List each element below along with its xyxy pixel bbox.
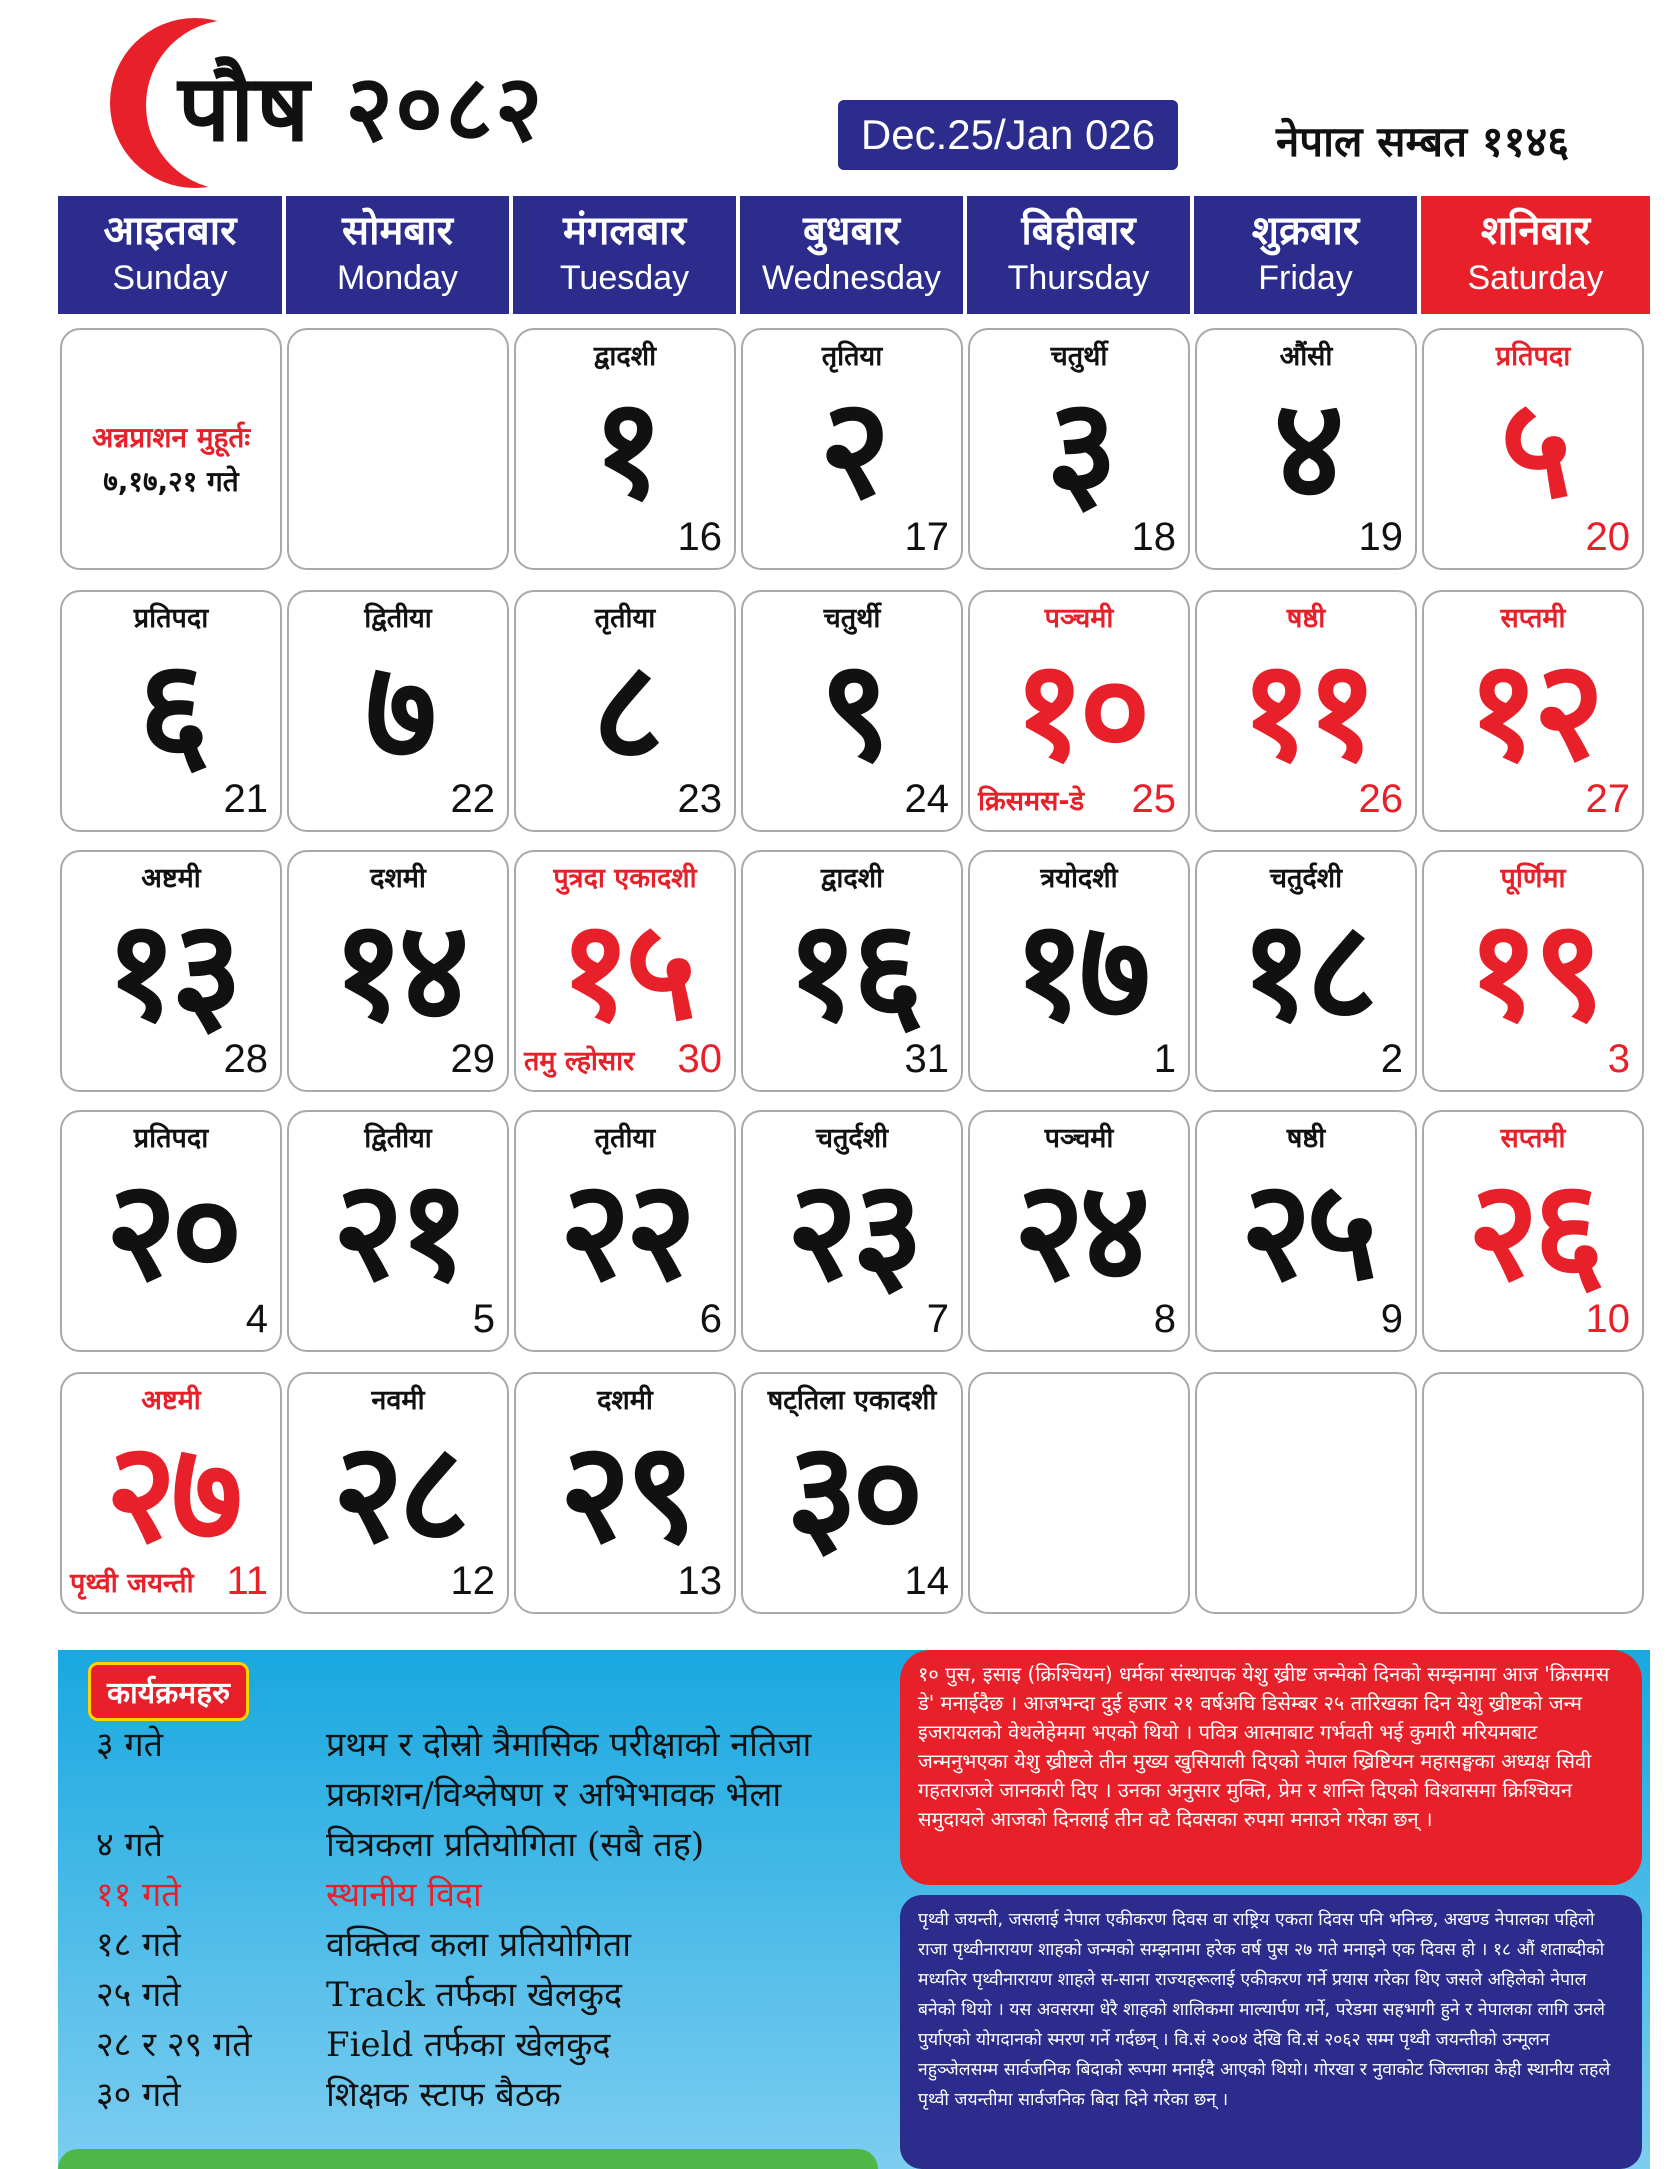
program-text: चित्रकला प्रतियोगिता (सबै तह)	[326, 1825, 705, 1865]
tithi-label: चतुर्थी	[1050, 341, 1108, 372]
bs-date: ७	[365, 630, 431, 791]
ad-date: 31	[904, 1037, 949, 1081]
bs-date: १५	[559, 890, 691, 1051]
weekday-friday	[1194, 196, 1421, 314]
day-cell[interactable]	[514, 1110, 736, 1352]
bs-date: १७	[1013, 890, 1145, 1051]
bs-date: २	[819, 368, 885, 529]
bs-date: १	[592, 368, 658, 529]
program-day: ४ गते	[96, 1825, 164, 1865]
ad-date: 19	[1358, 515, 1403, 559]
day-cell[interactable]	[968, 328, 1190, 570]
weekday-en: Sunday	[112, 259, 228, 297]
annaprashan-title: अन्नप्राशन मुहूर्तः	[91, 421, 251, 454]
tithi-label: चतुर्थी	[823, 603, 881, 634]
info-section	[58, 1650, 1650, 2169]
tithi-label: द्वितीया	[364, 1123, 432, 1154]
ad-date: 22	[450, 777, 495, 821]
bs-date: ४	[1273, 368, 1339, 529]
tithi-label: सप्तमी	[1500, 1123, 1566, 1154]
tithi-label: चतुर्दशी	[815, 1123, 889, 1154]
weekday-monday	[286, 196, 513, 314]
program-text: स्थानीय विदा	[326, 1875, 482, 1915]
day-cell[interactable]	[60, 850, 282, 1092]
bs-date: ९	[819, 630, 885, 791]
bs-date: १३	[105, 890, 237, 1051]
ad-date: 29	[450, 1037, 495, 1081]
ad-date: 7	[926, 1297, 949, 1341]
program-day: ११ गते	[96, 1875, 181, 1915]
weekday-np: सोमबार	[342, 208, 453, 254]
day-cell[interactable]	[287, 1110, 509, 1352]
tithi-label: षष्ठी	[1286, 603, 1326, 634]
programs-badge: कार्यक्रमहरु	[88, 1662, 249, 1721]
tithi-label: चतुर्दशी	[1269, 863, 1343, 894]
day-cell[interactable]	[287, 590, 509, 832]
program-item-holiday	[96, 1870, 976, 1920]
bs-date: १०	[1013, 630, 1145, 791]
ad-date: 17	[904, 515, 949, 559]
tithi-label: षट्तिला एकादशी	[767, 1385, 937, 1416]
day-cell-holiday[interactable]	[1422, 850, 1644, 1092]
day-cell-holiday[interactable]	[514, 850, 736, 1092]
ad-date: 3	[1607, 1037, 1630, 1081]
program-item	[96, 1770, 976, 1820]
program-text: प्रथम र दोस्रो त्रैमासिक परीक्षाको नतिजा	[326, 1725, 812, 1765]
event-label: पृथ्वी जयन्ती	[70, 1568, 194, 1599]
tithi-label: पूर्णिमा	[1500, 863, 1566, 894]
tithi-label: अष्टमी	[141, 863, 201, 894]
program-day: २८ र २९ गते	[96, 2025, 252, 2065]
bs-date: १४	[332, 890, 464, 1051]
tithi-label: पुत्रदा एकादशी	[553, 863, 697, 894]
tithi-label: प्रतिपदा	[1495, 341, 1571, 372]
weekday-tuesday	[513, 196, 740, 314]
bs-date: २६	[1467, 1150, 1599, 1311]
tithi-label: नवमी	[371, 1385, 425, 1416]
ad-date: 21	[223, 777, 268, 821]
ad-date: 26	[1358, 777, 1403, 821]
day-cell[interactable]	[60, 590, 282, 832]
bs-date: ६	[138, 630, 204, 791]
tithi-label: तृतीया	[594, 1123, 656, 1154]
weekday-np: बुधबार	[803, 208, 900, 254]
tithi-label: द्वादशी	[593, 341, 657, 372]
weekday-en: Wednesday	[762, 259, 941, 297]
weekday-en: Friday	[1258, 259, 1353, 297]
program-day: ३ गते	[96, 1725, 164, 1765]
day-cell-empty	[1422, 1372, 1644, 1614]
program-day: १८ गते	[96, 1925, 181, 1965]
ad-date: 8	[1153, 1297, 1176, 1341]
weekday-np: बिहीबार	[1021, 208, 1136, 254]
weekday-en: Monday	[337, 259, 458, 297]
bs-date: २३	[786, 1150, 918, 1311]
ad-date: 11	[226, 1559, 268, 1603]
tithi-label: अष्टमी	[141, 1385, 201, 1416]
bs-date: २९	[559, 1412, 691, 1573]
day-cell[interactable]	[514, 328, 736, 570]
bs-date: ३०	[786, 1412, 918, 1573]
bs-date: २२	[559, 1150, 691, 1311]
day-cell[interactable]	[741, 590, 963, 832]
bs-date: २७	[105, 1412, 237, 1573]
ad-date: 16	[677, 515, 722, 559]
bs-date: ८	[592, 630, 658, 791]
day-cell[interactable]	[968, 850, 1190, 1092]
day-cell-note	[60, 328, 282, 570]
ad-date: 23	[677, 777, 722, 821]
bs-date: २४	[1013, 1150, 1145, 1311]
event-label: क्रिसमस-डे	[978, 786, 1085, 817]
gregorian-month-badge: Dec.25/Jan 026	[838, 100, 1178, 170]
bs-date: १८	[1240, 890, 1372, 1051]
tithi-label: औंसी	[1279, 341, 1333, 372]
tithi-label: त्रयोदशी	[1040, 863, 1118, 894]
month-title: पौष २०८२	[178, 54, 545, 162]
weekday-np: शनिबार	[1480, 208, 1591, 254]
day-cell[interactable]	[287, 1372, 509, 1614]
bs-date: १६	[786, 890, 918, 1051]
nepal-sambat-year: नेपाल सम्बत ११४६	[1276, 117, 1570, 166]
weekday-sunday	[58, 196, 286, 314]
bs-date: २०	[105, 1150, 237, 1311]
decorative-strip	[58, 2149, 878, 2169]
programs-list	[96, 1720, 976, 2120]
ad-date: 12	[450, 1559, 495, 1603]
christmas-note: १० पुस, इसाइ (क्रिश्चियन) धर्मका संस्थापक येशु ख्रीष्ट जन्मेको दिनको सम्झनामा आज 'क्रिसमस डे' मनाईदैछ । आजभन्दा दुई हजार २१ वर्षअघि डिसेम्बर २५ तारिखका दिन येशु ख्रीष्टको जन्म इजरायलको वेथलेहेममा भएको थियो । पवित्र आत्माबाट गर्भवती भई कुमारी मरियमबाट जन्मनुभएका येशु ख्रीष्टले तीन मुख्य खुसियाली दिएको नेपाल ख्रिष्टियन महासङ्घका अध्यक्ष सिवी गहतराजले जानकारी दिए । उनका अनुसार मुक्ति, प्रेम र शान्ति दिएको विश्वासमा क्रिश्चियन समुदायले आजको दिनलाई तीन वटै दिवसका रुपमा मनाउने गरेका छन् ।	[900, 1650, 1642, 1885]
program-item	[96, 1820, 976, 1870]
day-cell[interactable]	[741, 850, 963, 1092]
weekday-np: शुक्रबार	[1251, 208, 1360, 254]
ad-date: 18	[1131, 515, 1176, 559]
program-text: Field तर्फका खेलकुद	[326, 2025, 611, 2065]
prithvi-jayanti-note: पृथ्वी जयन्ती, जसलाई नेपाल एकीकरण दिवस वा राष्ट्रिय एकता दिवस पनि भनिन्छ, अखण्ड नेपालका पहिलो राजा पृथ्वीनारायण शाहको जन्मको सम्झनामा हरेक वर्ष पुस २७ गते मनाइने एक दिवस हो । १८ औं शताब्दीको मध्यतिर पृथ्वीनारायण शाहले स-साना राज्यहरूलाई एकीकरण गर्ने प्रयास गरेका थिए जसले अहिलेको नेपाल बनेको थियो । यस अवसरमा धेरै शाहको शालिकमा माल्यार्पण गर्ने, परेडमा सहभागी हुने र नेपालका लागि उनले पुर्याएको योगदानको स्मरण गर्ने गर्दछन् । वि.सं २००४ देखि वि.सं २०६२ सम्म पृथ्वी जयन्तीको उन्मूलन नहुञ्जेलसम्म सार्वजनिक बिदाको रूपमा मनाईदै आएको थियो। गोरखा र नुवाकोट जिल्लाका केही स्थानीय तहले पृथ्वी जयन्तीमा सार्वजनिक बिदा दिने गरेका छन् ।	[900, 1895, 1642, 2169]
tithi-label: तृतिया	[821, 341, 883, 372]
weekday-en: Saturday	[1467, 259, 1604, 297]
ad-date: 2	[1380, 1037, 1403, 1081]
tithi-label: पञ्चमी	[1044, 603, 1114, 634]
day-cell-empty	[1195, 1372, 1417, 1614]
bs-date: १९	[1467, 890, 1599, 1051]
day-cell[interactable]	[287, 850, 509, 1092]
day-cell[interactable]	[514, 590, 736, 832]
ad-date: 13	[677, 1559, 722, 1603]
day-cell[interactable]	[741, 1372, 963, 1614]
bs-date: २१	[332, 1150, 464, 1311]
day-cell[interactable]	[1195, 1110, 1417, 1352]
tithi-label: प्रतिपदा	[133, 1123, 209, 1154]
tithi-label: तृतीया	[594, 603, 656, 634]
day-cell[interactable]	[1195, 850, 1417, 1092]
weekday-header	[58, 196, 1650, 314]
bs-date: ५	[1500, 368, 1566, 529]
bs-date: २५	[1240, 1150, 1372, 1311]
day-cell-empty	[968, 1372, 1190, 1614]
ad-date: 28	[223, 1037, 268, 1081]
program-text: Track तर्फका खेलकुद	[326, 1975, 623, 2015]
weekday-saturday	[1421, 196, 1650, 314]
day-cell[interactable]	[1195, 328, 1417, 570]
ad-date: 27	[1585, 777, 1630, 821]
weekday-thursday	[967, 196, 1194, 314]
ad-date: 10	[1585, 1297, 1630, 1341]
program-text: प्रकाशन/विश्लेषण र अभिभावक भेला	[326, 1775, 782, 1815]
program-day: ३० गते	[96, 2075, 181, 2115]
tithi-label: दशमी	[597, 1385, 653, 1416]
ad-date: 9	[1380, 1297, 1403, 1341]
bs-date: ११	[1240, 630, 1372, 791]
ad-date: 4	[245, 1297, 268, 1341]
ad-date: 20	[1585, 515, 1630, 559]
ad-date: 1	[1153, 1037, 1176, 1081]
day-cell-holiday[interactable]	[1195, 590, 1417, 832]
ad-date: 25	[1131, 777, 1176, 821]
day-cell[interactable]	[60, 1110, 282, 1352]
ad-date: 30	[677, 1037, 722, 1081]
ad-date: 5	[472, 1297, 495, 1341]
day-cell-holiday[interactable]	[968, 590, 1190, 832]
weekday-en: Thursday	[1007, 259, 1150, 297]
program-item	[96, 2020, 976, 2070]
program-item	[96, 1720, 976, 1770]
bs-date: २८	[332, 1412, 464, 1573]
tithi-label: द्वितीया	[364, 603, 432, 634]
tithi-label: पञ्चमी	[1044, 1123, 1114, 1154]
program-text: वक्तित्व कला प्रतियोगिता	[326, 1925, 632, 1965]
ad-date: 14	[904, 1559, 949, 1603]
program-item	[96, 1970, 976, 2020]
program-item	[96, 2070, 976, 2120]
tithi-label: षष्ठी	[1286, 1123, 1326, 1154]
program-text: शिक्षक स्टाफ बैठक	[326, 2075, 561, 2115]
day-cell[interactable]	[514, 1372, 736, 1614]
tithi-label: दशमी	[370, 863, 426, 894]
day-cell[interactable]	[741, 328, 963, 570]
day-cell-holiday[interactable]	[1422, 328, 1644, 570]
tithi-label: सप्तमी	[1500, 603, 1566, 634]
day-cell-holiday[interactable]	[1422, 590, 1644, 832]
event-label: तमु ल्होसार	[524, 1046, 635, 1077]
program-day: २५ गते	[96, 1975, 181, 2015]
ad-date: 6	[699, 1297, 722, 1341]
bs-date: ३	[1046, 368, 1112, 529]
day-cell[interactable]	[968, 1110, 1190, 1352]
tithi-label: द्वादशी	[820, 863, 884, 894]
day-cell-holiday[interactable]	[1422, 1110, 1644, 1352]
day-cell[interactable]	[741, 1110, 963, 1352]
program-item	[96, 1920, 976, 1970]
day-cell-empty	[287, 328, 509, 570]
weekday-np: आइतबार	[103, 208, 237, 254]
weekday-np: मंगलबार	[562, 208, 687, 254]
tithi-label: प्रतिपदा	[133, 603, 209, 634]
annaprashan-days: ७,१७,२१ गते	[103, 465, 239, 498]
ad-date: 24	[904, 777, 949, 821]
weekday-en: Tuesday	[559, 259, 690, 297]
weekday-wednesday	[740, 196, 967, 314]
bs-date: १२	[1467, 630, 1599, 791]
day-cell-holiday[interactable]	[60, 1372, 282, 1614]
